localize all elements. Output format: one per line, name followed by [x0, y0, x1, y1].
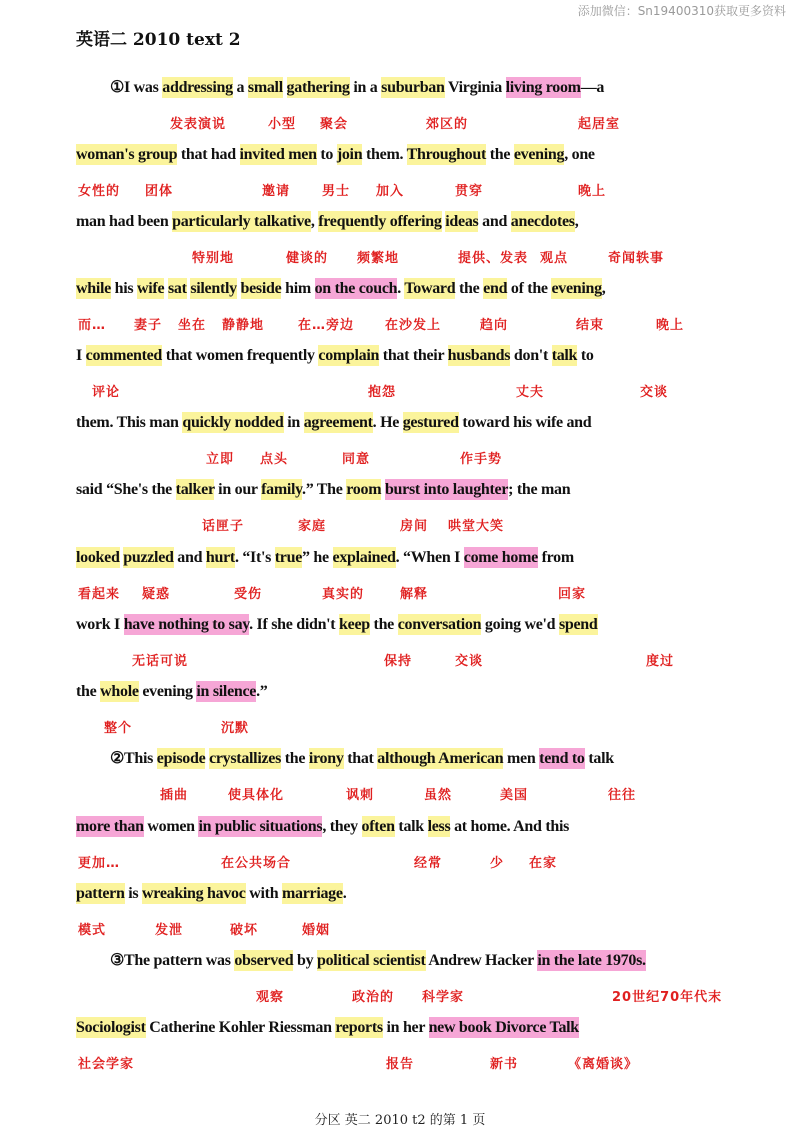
highlighted-vocab: Sociologist [76, 1019, 146, 1036]
passage-text: evening [138, 683, 197, 700]
highlighted-vocab: small [247, 79, 283, 96]
passage-text: from [537, 549, 574, 566]
highlighted-vocab: wife [137, 280, 165, 297]
chinese-gloss: 奇闻轶事 [608, 251, 665, 266]
highlighted-vocab: Throughout [406, 146, 487, 163]
chinese-gloss: 趋向 [480, 318, 509, 333]
passage-text: Andrew Hacker [425, 952, 538, 969]
passage-text: Virginia [444, 79, 506, 96]
passage-line [76, 680, 267, 704]
passage-text: women [143, 818, 199, 835]
highlighted-phrase: more than [76, 818, 144, 835]
chinese-gloss: 政治的 [352, 990, 395, 1005]
passage-text: . [397, 280, 405, 297]
chinese-gloss: 小型 [268, 117, 297, 132]
passage-text [283, 79, 287, 96]
passage-text: men [503, 750, 540, 767]
chinese-gloss: 贯穿 [455, 184, 484, 199]
chinese-gloss: 结束 [576, 318, 605, 333]
passage-text: . He [372, 414, 403, 431]
chinese-gloss: 新书 [490, 1057, 519, 1072]
highlighted-vocab: complain [318, 347, 380, 364]
passage-text: the [486, 146, 514, 163]
passage-line [76, 546, 574, 570]
chinese-gloss: 加入 [376, 184, 405, 199]
highlighted-vocab: end [483, 280, 508, 297]
passage-line [76, 277, 606, 301]
passage-text: a [232, 79, 248, 96]
chinese-gloss: 提供、发表 [458, 251, 529, 266]
highlighted-phrase: on the couch [314, 280, 398, 297]
passage-text: to [316, 146, 337, 163]
highlighted-vocab: marriage [282, 885, 343, 902]
chinese-gloss: 团体 [145, 184, 174, 199]
passage-text: them. This man [76, 414, 183, 431]
chinese-gloss: 保持 [384, 654, 413, 669]
highlighted-phrase: tend to [539, 750, 585, 767]
passage-text: in our [214, 481, 262, 498]
chinese-gloss: 郊区的 [426, 117, 469, 132]
highlighted-vocab: woman's group [76, 146, 178, 163]
highlighted-vocab: explained [332, 549, 396, 566]
chinese-gloss: 而… [78, 318, 107, 333]
highlighted-vocab: family [261, 481, 302, 498]
passage-line [76, 411, 591, 435]
highlighted-phrase: in public situations [198, 818, 323, 835]
chinese-gloss: 模式 [78, 923, 107, 938]
highlighted-phrase: come home [463, 549, 538, 566]
passage-text: to [577, 347, 594, 364]
chinese-gloss: 作手势 [460, 452, 503, 467]
passage-text: ②This [110, 750, 157, 767]
passage-text: , they [322, 818, 362, 835]
highlighted-vocab: suburban [381, 79, 445, 96]
passage-line [76, 478, 570, 502]
highlighted-vocab: ideas [445, 213, 479, 230]
passage-text: . If she didn't [249, 616, 340, 633]
chinese-gloss: 起居室 [578, 117, 621, 132]
chinese-gloss: 发表演说 [170, 117, 227, 132]
highlighted-vocab: whole [100, 683, 139, 700]
chinese-gloss: 无话可说 [132, 654, 189, 669]
highlighted-vocab: keep [339, 616, 370, 633]
chinese-gloss: 观点 [540, 251, 569, 266]
passage-text: in [283, 414, 304, 431]
passage-text: Catherine Kohler Riessman [145, 1019, 336, 1036]
passage-text: .” [256, 683, 268, 700]
highlighted-vocab: true [274, 549, 303, 566]
chinese-gloss: 在公共场合 [221, 856, 292, 871]
passage-text: with [245, 885, 282, 902]
chinese-gloss: 女性的 [78, 184, 121, 199]
passage-text: that had [177, 146, 240, 163]
chinese-gloss: 看起来 [78, 587, 121, 602]
chinese-gloss: 经常 [414, 856, 443, 871]
passage-text: talk [394, 818, 428, 835]
page-footer: 分区 英二 2010 t2 的第 1 页 [314, 1113, 486, 1128]
passage-text: in a [349, 79, 382, 96]
passage-text: work I [76, 616, 124, 633]
chinese-gloss: 讽刺 [346, 788, 375, 803]
chinese-gloss: 丈夫 [516, 385, 545, 400]
passage-line [76, 815, 569, 839]
passage-text: ” he [302, 549, 333, 566]
passage-text: the [76, 683, 101, 700]
highlighted-phrase: have nothing to say [123, 616, 250, 633]
chinese-gloss: 虽然 [424, 788, 453, 803]
passage-text: ; the man [508, 481, 571, 498]
passage-text: I [76, 347, 86, 364]
highlighted-vocab: room [346, 481, 382, 498]
highlighted-vocab: sat [167, 280, 187, 297]
chinese-gloss: 往往 [608, 788, 637, 803]
chinese-gloss: 婚姻 [302, 923, 331, 938]
chinese-gloss: 受伤 [234, 587, 263, 602]
highlighted-phrase: in silence [196, 683, 257, 700]
passage-text: that their [379, 347, 448, 364]
chinese-gloss: 交谈 [455, 654, 484, 669]
chinese-gloss: 整个 [104, 721, 133, 736]
passage-text: ①I was [110, 79, 163, 96]
passage-line [76, 613, 598, 637]
chinese-gloss: 真实的 [322, 587, 365, 602]
chinese-gloss: 交谈 [640, 385, 669, 400]
chinese-gloss: 社会学家 [78, 1057, 135, 1072]
passage-text: ③The pattern was [110, 952, 235, 969]
highlighted-vocab: silently [190, 280, 237, 297]
chinese-gloss: 立即 [206, 452, 235, 467]
chinese-gloss: 评论 [92, 385, 121, 400]
chinese-gloss: 男士 [322, 184, 351, 199]
chinese-gloss: 报告 [386, 1057, 415, 1072]
passage-text: . “It's [234, 549, 275, 566]
chinese-gloss: 在…旁边 [298, 318, 355, 333]
page-title: 英语二 2010 text 2 [76, 30, 241, 50]
highlighted-vocab: quickly nodded [182, 414, 284, 431]
passage-text: toward his wife and [458, 414, 592, 431]
passage-text: said “She's the [76, 481, 176, 498]
chinese-gloss: 解释 [400, 587, 429, 602]
chinese-gloss: 特别地 [192, 251, 235, 266]
chinese-gloss: 邀请 [262, 184, 291, 199]
passage-text: don't [510, 347, 552, 364]
passage-text: going we'd [481, 616, 559, 633]
passage-line [76, 210, 578, 234]
highlighted-vocab: invited men [239, 146, 317, 163]
highlighted-vocab: less [427, 818, 451, 835]
chinese-gloss: 聚会 [320, 117, 349, 132]
chinese-gloss: 哄堂大笑 [448, 519, 505, 534]
passage-text: , [310, 213, 319, 230]
highlighted-vocab: talker [175, 481, 215, 498]
highlighted-vocab: observed [234, 952, 294, 969]
passage-text: the [369, 616, 398, 633]
passage-line [110, 747, 614, 771]
chinese-gloss: 健谈的 [286, 251, 329, 266]
passage-text: him [281, 280, 315, 297]
chinese-gloss: 在家 [529, 856, 558, 871]
passage-text: . [342, 885, 347, 902]
chinese-gloss: 晚上 [578, 184, 607, 199]
passage-line [76, 1016, 579, 1040]
watermark: 添加微信：Sn19400310获取更多资料 [577, 4, 786, 18]
highlighted-vocab: crystallizes [209, 750, 282, 767]
passage-line [76, 143, 595, 167]
passage-text: talk [584, 750, 614, 767]
chinese-gloss: 观察 [256, 990, 285, 1005]
passage-text: that [343, 750, 378, 767]
passage-line [76, 344, 594, 368]
passage-text: and [478, 213, 511, 230]
highlighted-phrase: new book Divorce Talk [428, 1019, 579, 1036]
passage-text: at home. And this [450, 818, 570, 835]
highlighted-vocab: wreaking havoc [142, 885, 246, 902]
highlighted-vocab: talk [551, 347, 578, 364]
chinese-gloss: 家庭 [298, 519, 327, 534]
passage-text: the [455, 280, 484, 297]
chinese-gloss: 频繁地 [357, 251, 400, 266]
highlighted-vocab: addressing [162, 79, 233, 96]
chinese-gloss: 晚上 [656, 318, 685, 333]
highlighted-vocab: frequently offering [318, 213, 442, 230]
chinese-gloss: 房间 [400, 519, 429, 534]
passage-line [110, 76, 604, 100]
passage-text: and [173, 549, 206, 566]
passage-text: his [110, 280, 138, 297]
highlighted-vocab: often [361, 818, 395, 835]
highlighted-vocab: hurt [205, 549, 235, 566]
chinese-gloss: 在沙发上 [385, 318, 442, 333]
passage-text [237, 280, 241, 297]
chinese-gloss: 20世纪70年代末 [612, 990, 723, 1005]
highlighted-vocab: pattern [76, 885, 125, 902]
passage-text: , [574, 213, 579, 230]
passage-text: , one [564, 146, 595, 163]
chinese-gloss: 疑惑 [142, 587, 171, 602]
chinese-gloss: 回家 [558, 587, 587, 602]
highlighted-vocab: although American [377, 750, 504, 767]
highlighted-vocab: evening [551, 280, 602, 297]
chinese-gloss: 使具体化 [228, 788, 285, 803]
chinese-gloss: 美国 [500, 788, 529, 803]
passage-text: —a [580, 79, 605, 96]
chinese-gloss: 发泄 [155, 923, 184, 938]
chinese-gloss: 点头 [260, 452, 289, 467]
passage-text: of the [507, 280, 552, 297]
highlighted-vocab: evening [513, 146, 565, 163]
highlighted-vocab: puzzled [123, 549, 174, 566]
highlighted-vocab: reports [335, 1019, 383, 1036]
highlighted-phrase: living room [505, 79, 581, 96]
highlighted-vocab: conversation [397, 616, 482, 633]
chinese-gloss: 静静地 [222, 318, 265, 333]
chinese-gloss: 同意 [342, 452, 371, 467]
highlighted-vocab: episode [156, 750, 206, 767]
chinese-gloss: 度过 [646, 654, 675, 669]
passage-text: the [281, 750, 309, 767]
chinese-gloss: 破坏 [230, 923, 259, 938]
highlighted-phrase: burst into laughter [384, 481, 509, 498]
passage-text: by [293, 952, 317, 969]
chinese-gloss: 抱怨 [368, 385, 397, 400]
chinese-gloss: 《离婚谈》 [568, 1057, 639, 1072]
chinese-gloss: 更加… [78, 856, 121, 871]
highlighted-vocab: gathering [286, 79, 350, 96]
passage-text: them. [362, 146, 407, 163]
chinese-gloss: 话匣子 [202, 519, 245, 534]
passage-text: man had been [76, 213, 173, 230]
highlighted-vocab: Toward [404, 280, 456, 297]
chinese-gloss: 妻子 [134, 318, 163, 333]
passage-text: is [124, 885, 143, 902]
passage-text: .” The [302, 481, 347, 498]
highlighted-vocab: gestured [402, 414, 459, 431]
highlighted-vocab: beside [240, 280, 282, 297]
highlighted-vocab: commented [85, 347, 163, 364]
passage-text: . “When I [395, 549, 464, 566]
highlighted-vocab: irony [308, 750, 344, 767]
passage-line [110, 949, 646, 973]
passage-text: , [601, 280, 606, 297]
highlighted-vocab: husbands [447, 347, 511, 364]
highlighted-vocab: particularly talkative [172, 213, 311, 230]
highlighted-vocab: join [336, 146, 363, 163]
highlighted-vocab: political scientist [317, 952, 426, 969]
highlighted-phrase: in the late 1970s. [537, 952, 646, 969]
chinese-gloss: 科学家 [422, 990, 465, 1005]
chinese-gloss: 沉默 [221, 721, 250, 736]
highlighted-vocab: while [76, 280, 111, 297]
chinese-gloss: 插曲 [160, 788, 189, 803]
chinese-gloss: 坐在 [178, 318, 207, 333]
passage-line [76, 882, 346, 906]
passage-text: in her [382, 1019, 429, 1036]
chinese-gloss: 少 [490, 856, 505, 871]
passage-text: that women frequently [162, 347, 319, 364]
highlighted-vocab: spend [558, 616, 598, 633]
highlighted-vocab: looked [76, 549, 120, 566]
highlighted-vocab: anecdotes [510, 213, 575, 230]
highlighted-vocab: agreement [303, 414, 373, 431]
